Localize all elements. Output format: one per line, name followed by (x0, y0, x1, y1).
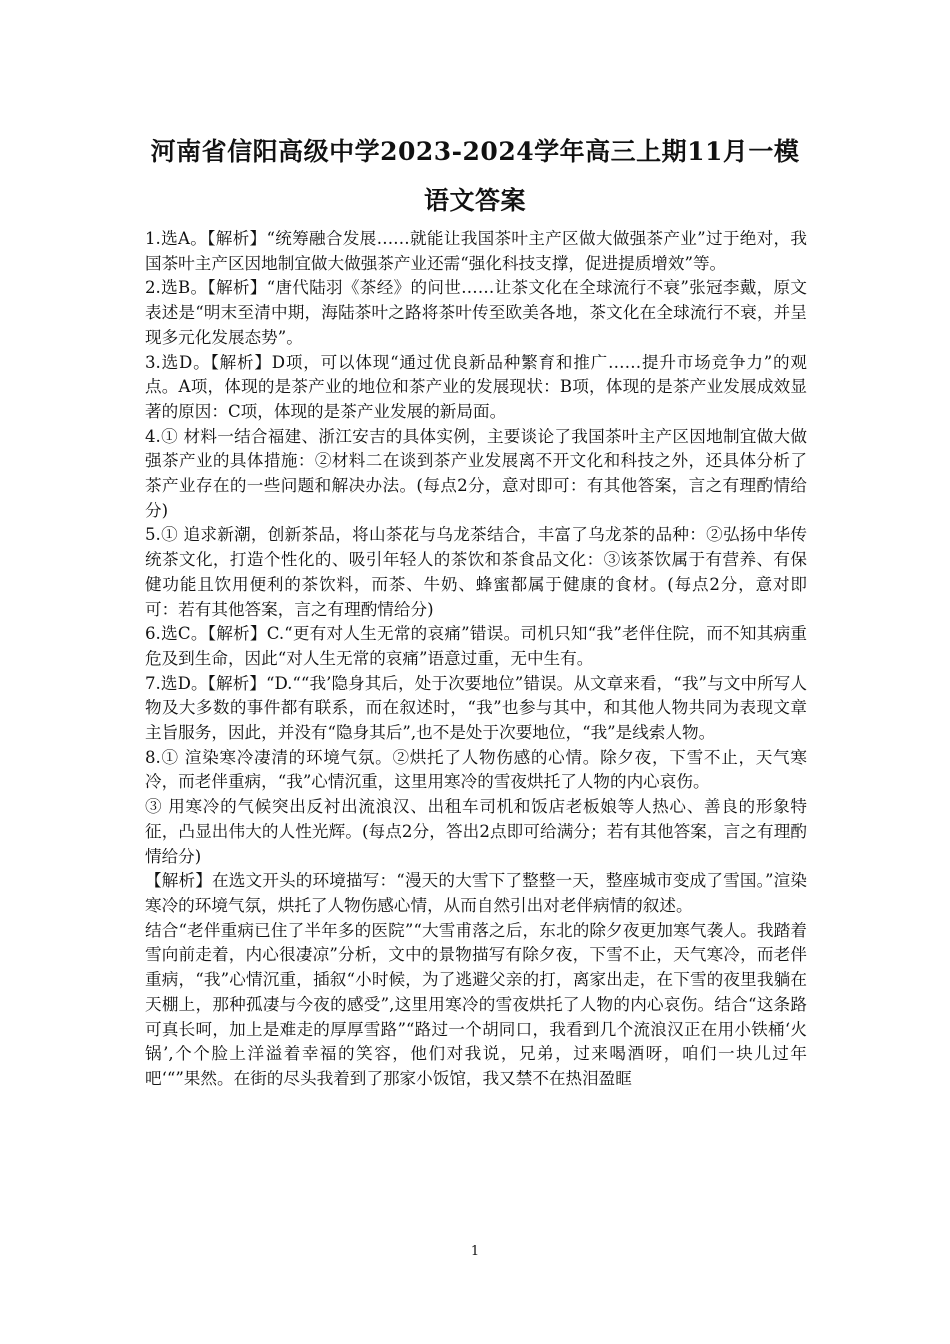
page-number: 1 (470, 1244, 480, 1259)
answer-8-analysis-continued: 结合“老伴重病已住了半年多的医院”“大雪甫落之后，东北的除夕夜更加寒气袭人。我踏着雪向前走着，内心很凄凉”分析，文中的景物描写有除夕夜，下雪不止，天气寒冷，而老伴重病，“我”心情沉重，插叙“小时候，为了逃避父亲的打，离家出走，在下雪的夜里我躺在天棚上，那种孤凄与今夜的感受”,这里用寒冷的雪夜烘托了人物的内心哀伤。结合“这条路可真长呵，加上是难走的厚厚雪路”“路过一个胡同口，我看到几个流浪汉正在用小铁桶‘火锅’,个个脸上洋溢着幸福的笑容，他们对我说，兄弟，过来喝酒呀，咱们一块儿过年吧‘“”果然。在街的尽头我着到了那家小饭馆，我又禁不在热泪盈眶 (145, 920, 807, 1088)
answer-body (145, 227, 807, 1092)
answer-1: 1.选A。【解析】“统筹融合发展……就能让我国茶叶主产区做大做强茶产业”过于绝对，我国茶叶主产区因地制宜做大做强茶产业还需“强化科技支撑，促进提质增效”等。 (145, 229, 807, 273)
document-subtitle: 语文答案 (423, 186, 526, 215)
answer-8-point-3: ③ 用寒冷的气候突出反衬出流浪汉、出租车司机和饭店老板娘等人热心、善良的形象特征，凸显出伟大的人性光辉。(每点2分，答出2点即可给满分；若有其他答案，言之有理酌情给分) (145, 797, 807, 866)
answer-3: 3.选D。【解析】D项，可以体现“通过优良新品种繁育和推广……提升市场竞争力”的观点。A项，体现的是茶产业的地位和茶产业的发展现状：B项，体现的是茶产业发展成效显著的原因：C项，体现的是茶产业发展的新局面。 (145, 352, 807, 421)
answer-8-analysis: 【解析】在选文开头的环境描写：“漫天的大雪下了整整一天，整座城市变成了雪国。”渲染寒冷的环境气氛，烘托了人物伤感心情，从而自然引出对老伴病情的叙述。 (145, 871, 807, 915)
answer-5: 5.① 追求新潮，创新茶品，将山茶花与乌龙茶结合，丰富了乌龙茶的品种：②弘扬中华传统茶文化，打造个性化的、吸引年轻人的茶饮和茶食品文化：③该茶饮属于有营养、有保健功能且饮用便利的茶饮料，而茶、牛奶、蜂蜜都属于健康的食材。(每点2分，意对即可：若有其他答案，言之有理酌情给分) (145, 525, 807, 619)
answer-4: 4.① 材料一结合福建、浙江安吉的具体实例，主要谈论了我国茶叶主产区因地制宜做大做强茶产业的具体措施：②材料二在谈到茶产业发展离不开文化和科技之外，还具体分析了茶产业存在的一些问题和解决办法。(每点2分，意对即可：有其他答案，言之有理酌情给分) (145, 426, 807, 520)
document-title: 河南省信阳高级中学2023-2024学年高三上期11月一模 (150, 137, 800, 166)
answer-6: 6.选C。【解析】C.“更有对人生无常的哀痛”错误。司机只知“我”老伴住院，而不知其病重危及到生命，因此“对人生无常的哀痛”语意过重，无中生有。 (145, 624, 807, 668)
answer-8: 8.① 渲染寒冷凄清的环境气氛。②烘托了人物伤感的心情。除夕夜，下雪不止，天气寒冷，而老伴重病，“我”心情沉重，这里用寒冷的雪夜烘托了人物的内心哀伤。 (145, 747, 807, 792)
answer-2: 2.选B。【解析】“唐代陆羽《茶经》的问世……让茶文化在全球流行不衰”张冠李戴，原文表述是“明末至清中期，海陆茶叶之路将茶叶传至欧美各地，茶文化在全球流行不衰，并呈现多元化发展态势”。 (145, 278, 807, 347)
answer-7: 7.选D。【解析】“D.““我’隐身其后，处于次要地位”错误。从文章来看，“我”与文中所写人物及大多数的事件都有联系，而在叙述时，“我”也参与其中，和其他人物共同为表现文章主旨服务，因此，并没有“隐身其后”,也不是处于次要地位，“我”是线索人物。 (145, 673, 807, 743)
